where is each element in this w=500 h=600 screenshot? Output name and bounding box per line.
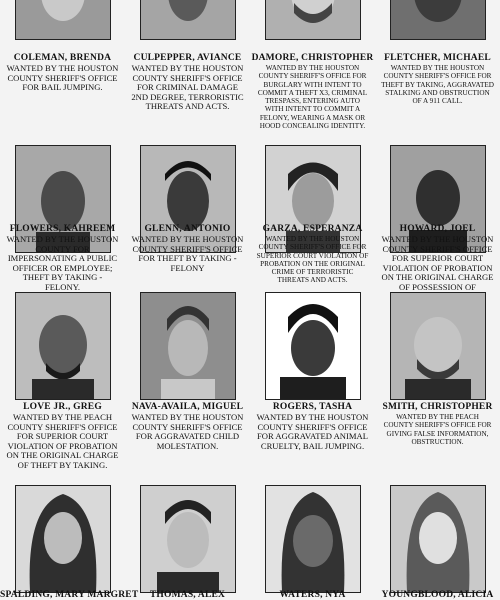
wanted-card	[0, 0, 125, 150]
warrant-description: WANTED BY THE HOUSTON COUNTY SHERIFF'S OFFICE FOR THEFT BY TAKING, AGGRAVATED STALKING AND OBSTRUCTION OF A 911 CALL.	[381, 64, 494, 106]
suspect-name: GLENN, ANTONIO	[144, 224, 231, 234]
wanted-card	[250, 485, 375, 600]
mugshot-photo	[140, 292, 236, 400]
wanted-card	[0, 485, 139, 600]
mugshot-photo	[140, 0, 236, 40]
mugshot-photo	[15, 485, 111, 593]
mugshot-photo	[15, 292, 111, 400]
warrant-description: WANTED BY THE HOUSTON COUNTY SHERIFF'S OFFICE FOR AGGRAVATED ANIMAL CRUELTY, BAIL JUMPING.	[256, 412, 369, 451]
wanted-card	[375, 145, 500, 295]
mugshot-photo	[140, 485, 236, 593]
suspect-name: COLEMAN, BRENDA	[13, 53, 112, 63]
wanted-card	[0, 292, 125, 470]
mugshot-photo	[265, 485, 361, 593]
suspect-name: THOMAS, ALEX	[149, 590, 226, 600]
mugshot-photo	[390, 292, 486, 400]
warrant-description: WANTED BY THE HOUSTON COUNTY SHERIFF'S OFFICE FOR CRIMINAL DAMAGE 2ND DEGREE, TERRORISTIC THREATS AND ACTS.	[131, 63, 244, 112]
suspect-name: GARZA, ESPERANZA	[262, 224, 363, 234]
suspect-name: WATERS, NYA	[279, 590, 346, 600]
suspect-name: SPALDING, MARY MARGRET	[0, 590, 139, 600]
wanted-card	[0, 145, 125, 295]
warrant-description: WANTED BY THE HOUSTON COUNTY SHERIFF'S OFFICE FOR BAIL JUMPING.	[6, 63, 119, 93]
warrant-description: WANTED BY THE PEACH COUNTY SHERIFF'S OFFICE FOR SUPERIOR COURT VIOLATION OF PROBATION ON THE ORIGINAL CHARGE OF THEFT BY TAKING.	[6, 412, 119, 470]
warrant-description: WANTED BY THE HOUSTON COUNTY SHERIFF'S OFFICE FOR SUPERIOR COURT VIOLATION OF PROBATION ON THE ORIGINAL CHARGE OF POSSESSION OF	[381, 234, 494, 292]
wanted-card	[125, 292, 250, 462]
wanted-card	[250, 292, 375, 462]
wanted-card	[250, 145, 375, 295]
warrant-description: WANTED BY THE PEACH COUNTY SHERIFF'S OFFICE FOR GIVING FALSE INFORMATION, OBSTRUCTION.	[383, 413, 492, 446]
wanted-card	[375, 485, 500, 600]
wanted-card	[375, 0, 500, 150]
suspect-name: FLETCHER, MICHAEL	[384, 53, 491, 63]
wanted-card	[125, 0, 250, 150]
wanted-card	[125, 485, 250, 600]
suspect-name: SMITH, CHRISTOPHER	[382, 402, 493, 412]
warrant-description: WANTED BY THE HOUSTON COUNTY SHERIFF'S OFFICE FOR AGGRAVATED CHILD MOLESTATION.	[131, 412, 244, 451]
warrant-description: WANTED BY THE HOUSTON COUNTY FOR IMPERSONATING A PUBLIC OFFICER OR EMPLOYEE; THEFT BY TAKING - FELONY.	[6, 234, 119, 292]
mugshot-photo	[265, 292, 361, 400]
mugshot-photo	[265, 0, 361, 40]
warrant-description: WANTED BY THE HOUSTON COUNTY SHERIFF'S OFFICE FOR THEFT BY TAKING - FELONY	[131, 234, 244, 273]
warrant-description: WANTED BY THE HOUSTON COUNTY SHERIFF'S OFFICE FOR BURGLARY WITH INTENT TO COMMIT A THEFT X3, CRIMINAL TRESPASS, ENTERING AUTO WITH INTENT TO COMMIT A FELONY, WEARING A MASK OR HOOD CONCEALING IDENTITY.	[257, 64, 368, 131]
wanted-card	[250, 0, 375, 150]
suspect-name: FLOWERS, KAHREEM	[9, 224, 116, 234]
mugshot-photo	[390, 485, 486, 593]
suspect-name: DAMORE, CHRISTOPHER	[251, 53, 374, 63]
suspect-name: HOWARD, JOEL	[399, 224, 476, 234]
suspect-name: LOVE JR., GREG	[23, 402, 102, 412]
wanted-card	[375, 292, 500, 462]
suspect-name: CULPEPPER, AVIANCE	[133, 53, 242, 63]
suspect-name: YOUNGBLOOD, ALICIA	[381, 590, 494, 600]
mugshot-photo	[15, 0, 111, 40]
suspect-name: NAVA-AVAILA, MIGUEL	[131, 402, 244, 412]
mugshot-photo	[390, 0, 486, 40]
warrant-description: WANTED BY THE HOUSTON COUNTY SHERIFF'S OFFICE FOR SUPERIOR COURT VIOLATION OF PROBATION ON THE ORIGINAL CRIME OF TERRORISTIC THREATS AND ACTS.	[256, 235, 369, 285]
wanted-card	[125, 145, 250, 295]
suspect-name: ROGERS, TASHA	[272, 402, 353, 412]
